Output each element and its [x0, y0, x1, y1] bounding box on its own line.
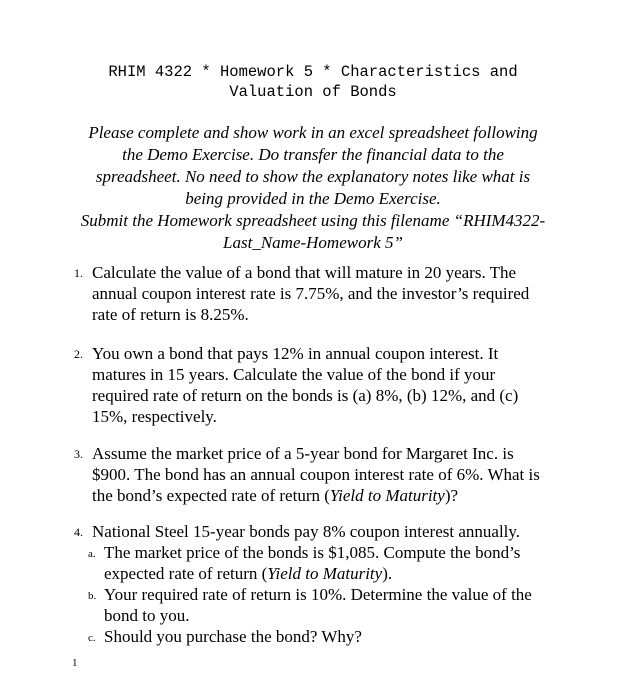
question-line: matures in 15 years. Calculate the value of the bond if your [92, 365, 496, 384]
question-line: 15%, respectively. [92, 407, 217, 426]
sub-question-letter: a. [88, 548, 96, 560]
title-line-2: Valuation of Bonds [229, 83, 397, 101]
question-number: 1. [74, 266, 83, 280]
question-line: rate of return is 8.25%. [92, 305, 249, 324]
question-line [104, 563, 574, 584]
question-text: expected rate of return ( [104, 564, 268, 583]
question-line: Your required rate of return is 10%. Determine the value of the [104, 585, 532, 604]
instruction-line: Submit the Homework spreadsheet using this filename “RHIM4322- [80, 211, 546, 230]
instruction-line: being provided in the Demo Exercise. [185, 189, 441, 208]
question-number: 4. [74, 525, 83, 539]
question-4 [74, 521, 574, 647]
question-number: 3. [74, 447, 83, 461]
question-line: The market price of the bonds is $1,085. Compute the bond’s [104, 543, 521, 562]
question-line: Assume the market price of a 5-year bond for Margaret Inc. is [92, 444, 514, 463]
sub-question-letter: b. [88, 590, 97, 602]
question-line: Should you purchase the bond? Why? [104, 627, 362, 646]
instruction-line: the Demo Exercise. Do transfer the financial data to the [122, 145, 504, 164]
sub-question-a [74, 542, 574, 584]
question-1 [74, 262, 574, 325]
document-title [60, 62, 566, 102]
instruction-line: spreadsheet. No need to show the explanatory notes like what is [95, 167, 531, 186]
yield-to-maturity-term: Yield to Maturity [267, 564, 383, 583]
question-2 [74, 343, 574, 427]
question-text: the bond’s expected rate of return ( [92, 486, 330, 505]
question-line: bond to you. [104, 606, 190, 625]
question-3 [74, 443, 574, 506]
question-line: required rate of return on the bonds is (a) 8%, (b) 12%, and (c) [92, 386, 519, 405]
instruction-line: Last_Name-Homework 5” [223, 233, 403, 252]
question-line: annual coupon interest rate is 7.75%, and the investor’s required [92, 284, 530, 303]
sub-question-letter: c. [88, 632, 96, 644]
sub-question-b [74, 584, 574, 626]
question-line: National Steel 15-year bonds pay 8% coupon interest annually. [92, 522, 521, 541]
question-text: )? [444, 486, 459, 505]
instruction-line: Please complete and show work in an excel spreadsheet following [88, 123, 538, 142]
page-number: 1 [72, 657, 78, 669]
instructions-block [60, 122, 566, 254]
question-line: $900. The bond has an annual coupon interest rate of 6%. What is [92, 465, 540, 484]
sub-question-c [74, 626, 574, 647]
question-text: ). [382, 564, 393, 583]
question-number: 2. [74, 347, 83, 361]
question-line: Calculate the value of a bond that will mature in 20 years. The [92, 263, 517, 282]
question-line [92, 485, 574, 506]
question-line: You own a bond that pays 12% in annual coupon interest. It [92, 344, 499, 363]
title-line-1: RHIM 4322 * Homework 5 * Characteristics and [108, 63, 518, 81]
yield-to-maturity-term: Yield to Maturity [329, 486, 445, 505]
